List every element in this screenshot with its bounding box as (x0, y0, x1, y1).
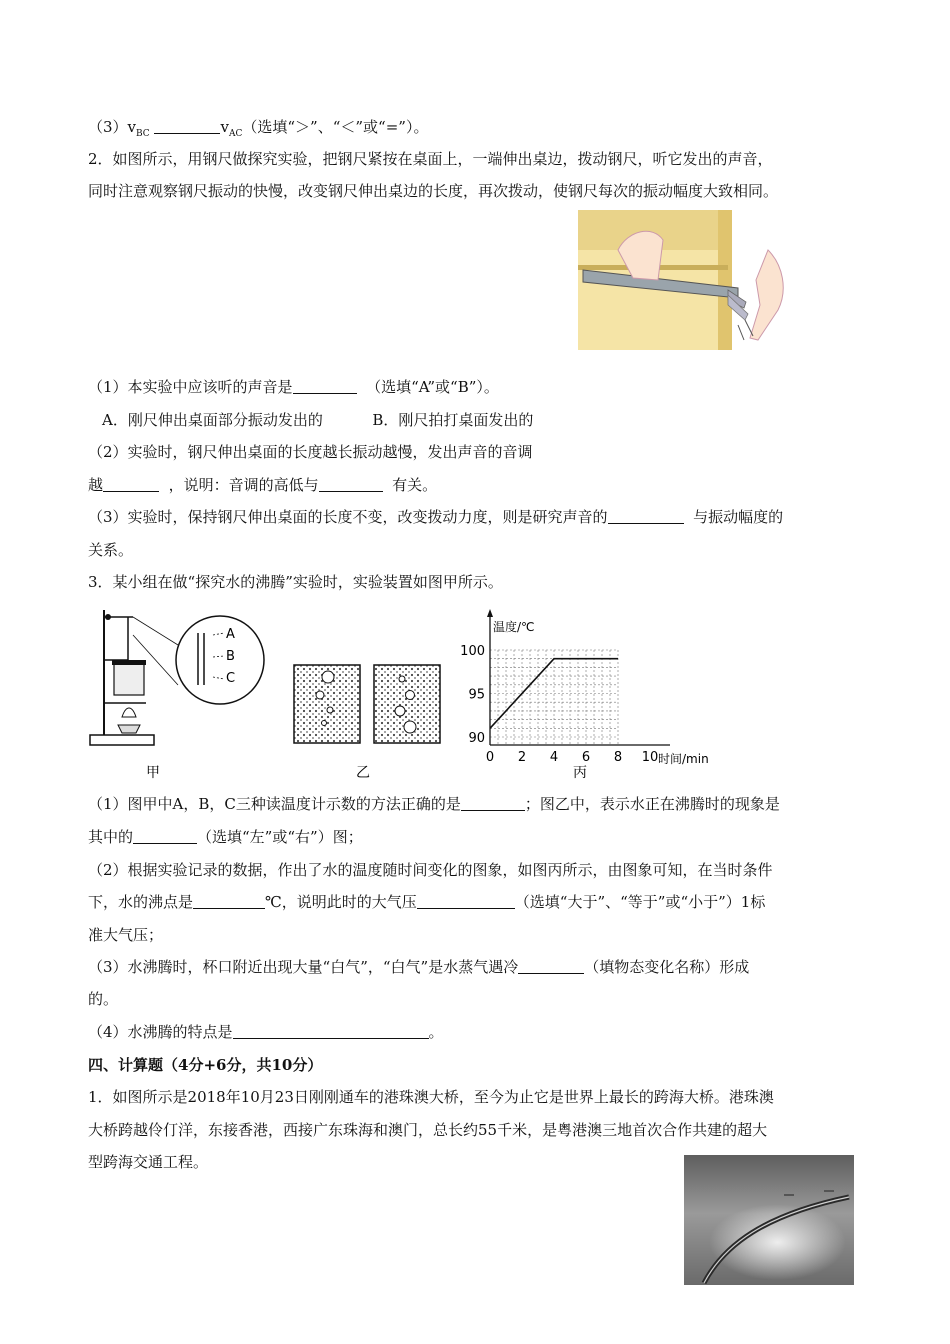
chart-grid (490, 650, 618, 745)
answer-blank[interactable] (417, 893, 515, 909)
ruler-experiment-figure (578, 210, 808, 355)
y-axis-arrow-icon (487, 609, 493, 617)
q3-part4: （4）水沸腾的特点是 。 (88, 1023, 444, 1041)
y-tick-label: 100 (460, 644, 485, 659)
q2-part3: （3）实验时，保持钢尺伸出桌面的长度不变，改变拨动力度，则是研究声音的 与振动幅度的 (88, 508, 784, 526)
answer-blank[interactable] (233, 1023, 429, 1039)
section4-q1-line1: 1．如图所示是2018年10月23日刚刚通车的港珠澳大桥，至今为止它是世界上最长的跨海大桥。港珠澳 (88, 1088, 774, 1106)
y-tick-label: 95 (468, 687, 485, 703)
bridge-photo (684, 1155, 854, 1285)
x-tick-label: 2 (517, 750, 527, 765)
y-tick-label: 90 (468, 731, 485, 746)
label-a: A (226, 627, 235, 642)
answer-blank[interactable] (608, 508, 684, 524)
beakers-figure-yi (290, 655, 450, 783)
label-c: C (226, 671, 236, 686)
y-axis-label: 温度/℃ (493, 620, 535, 634)
q2-options (102, 410, 533, 430)
q1-part3: $(3)v_{BC}$ $v_{AC}$（选填“＞”、“＜”或“=”）。 (88, 118, 429, 139)
answer-blank[interactable] (133, 828, 197, 844)
apparatus-figure-jia (88, 605, 278, 783)
q2-stem-line1: 2．如图所示，用钢尺做探究实验，把钢尺紧按在桌面上，一端伸出桌边，拨动钢尺，听它发出的声音， (88, 150, 773, 168)
figure-label-yi: 乙 (356, 765, 370, 781)
q3-stem: 3．某小组在做“探究水的沸腾”实验时，实验装置如图甲所示。 (88, 573, 503, 591)
temperature-chart-bing (455, 605, 725, 783)
answer-blank[interactable] (293, 378, 357, 394)
q3-part1: （1）图甲中A，B，C三种读温度计示数的方法正确的是 ；图乙中，表示水正在沸腾时的现象是 (88, 795, 780, 813)
answer-blank[interactable] (103, 476, 159, 492)
figure-label-jia: 甲 (146, 765, 160, 781)
section4-q1-line3: 型跨海交通工程。 (88, 1153, 209, 1171)
section4-heading: 四、计算题（4分+6分，共10分） (88, 1056, 323, 1074)
answer-blank[interactable] (193, 893, 265, 909)
q3-part2-line2: 下，水的沸点是 ℃，说明此时的大气压 （选填“大于”、“等于”或“小于”）1标 (88, 893, 766, 911)
answer-blank[interactable] (154, 118, 220, 134)
x-tick-label: 0 (485, 750, 495, 765)
figure-label-bing: 丙 (573, 765, 587, 781)
option-b: B．刚尺拍打桌面发出的 (372, 411, 534, 429)
q3-part3: （3）水沸腾时，杯口附近出现大量“白气”，“白气”是水蒸气遇冷 （填物态变化名称）形成 (88, 958, 750, 976)
x-tick-label: 4 (549, 750, 559, 765)
q2-stem-line2: 同时注意观察钢尺振动的快慢，改变钢尺伸出桌边的长度，再次拨动，使钢尺每次的振动幅度大致相同。 (88, 182, 779, 200)
x-tick-label: 10 (641, 750, 659, 765)
x-tick-label: 6 (581, 750, 591, 765)
q3-part3-line2: 的。 (88, 990, 119, 1008)
q3-part1-line2: 其中的 （选填“左”或“右”）图； (88, 828, 363, 846)
answer-blank[interactable] (518, 958, 584, 974)
x-tick-label: 8 (613, 750, 623, 765)
answer-blank[interactable] (319, 476, 383, 492)
q2-part2-line1: （2）实验时，钢尺伸出桌面的长度越长振动越慢，发出声音的音调 (88, 443, 533, 461)
q2-part2-line2: 越 ，说明：音调的高低与 有关。 (88, 476, 438, 494)
q3-part2-line1: （2）根据实验记录的数据，作出了水的温度随时间变化的图象，如图丙所示，由图象可知，在当时条件 (88, 861, 773, 879)
x-axis-label: 时间/min (658, 752, 709, 766)
section4-q1-line2: 大桥跨越伶仃洋，东接香港，西接广东珠海和澳门，总长约55千米，是粤港澳三地首次合作共建的超大 (88, 1121, 768, 1139)
q3-part2-line3: 准大气压； (88, 926, 164, 944)
label-b: B (226, 649, 235, 664)
q2-part3-line2: 关系。 (88, 541, 134, 559)
option-a: A．刚尺伸出桌面部分振动发出的 (102, 411, 323, 429)
answer-blank[interactable] (461, 795, 525, 811)
q2-part1: （1）本实验中应该听的声音是 （选填“A”或“B”）。 (88, 378, 499, 396)
